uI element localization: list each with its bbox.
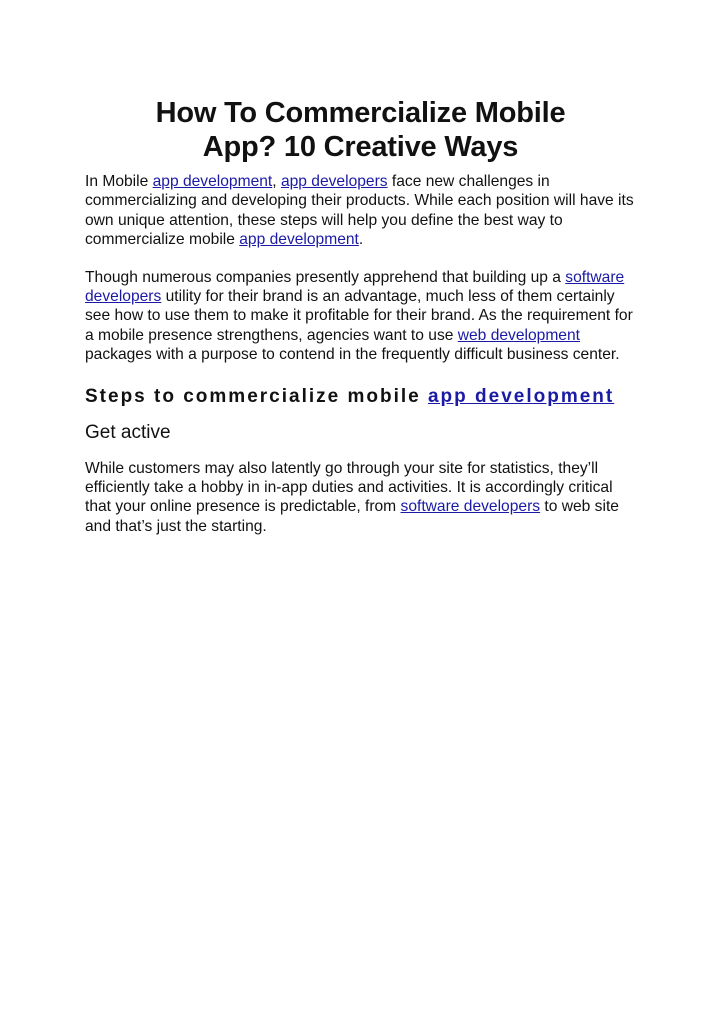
intro-text-1: In Mobile [85, 173, 153, 190]
software-developers-link-2[interactable]: software developers [400, 498, 541, 516]
second-text-2: utility for their brand is an advantage, much less of them certainly see how to use them to make it profitable for their brand. As the requirement for a mobile presence strengthens, agencies want to use [85, 288, 633, 344]
intro-text-4: . [358, 231, 364, 249]
software-developers-link[interactable]: software developers [85, 268, 625, 306]
third-paragraph [85, 459, 636, 537]
intro-text-2: , [272, 173, 281, 190]
steps-app-development-link[interactable]: app development [427, 385, 615, 407]
intro-text-3: face new challenges in commercializing and developing their products. While each position will have its own unique attention, these steps will help you define the best way to commercialize mobile [85, 173, 634, 249]
steps-heading [85, 384, 636, 409]
app-developers-link[interactable]: app developers [280, 173, 388, 190]
page-title [85, 96, 636, 164]
intro-paragraph [85, 172, 636, 250]
app-development-link-2[interactable]: app development [239, 231, 359, 249]
document-page [0, 96, 720, 1027]
title-line-1: How To Commercialize Mobile [155, 97, 566, 129]
title-line-2: App? 10 Creative Ways [202, 131, 519, 163]
third-text-1: While customers may also latently go through your site for statistics, they’ll efficiently take a hobby in in-app duties and activities. It is accordingly critical that your online presence is predictable, from [85, 459, 613, 516]
second-paragraph [85, 268, 636, 365]
app-development-link[interactable]: app development [152, 173, 273, 190]
web-development-link[interactable]: web development [457, 326, 580, 344]
get-active-heading: Get active [85, 421, 171, 443]
second-text-1: Though numerous companies presently apprehend that building up a [85, 268, 566, 286]
steps-heading-text: Steps to commercialize mobile [85, 385, 428, 407]
third-text-2: to web site and that’s just the starting. [85, 498, 619, 535]
second-text-3: packages with a purpose to contend in the frequently difficult business center. [85, 346, 620, 364]
